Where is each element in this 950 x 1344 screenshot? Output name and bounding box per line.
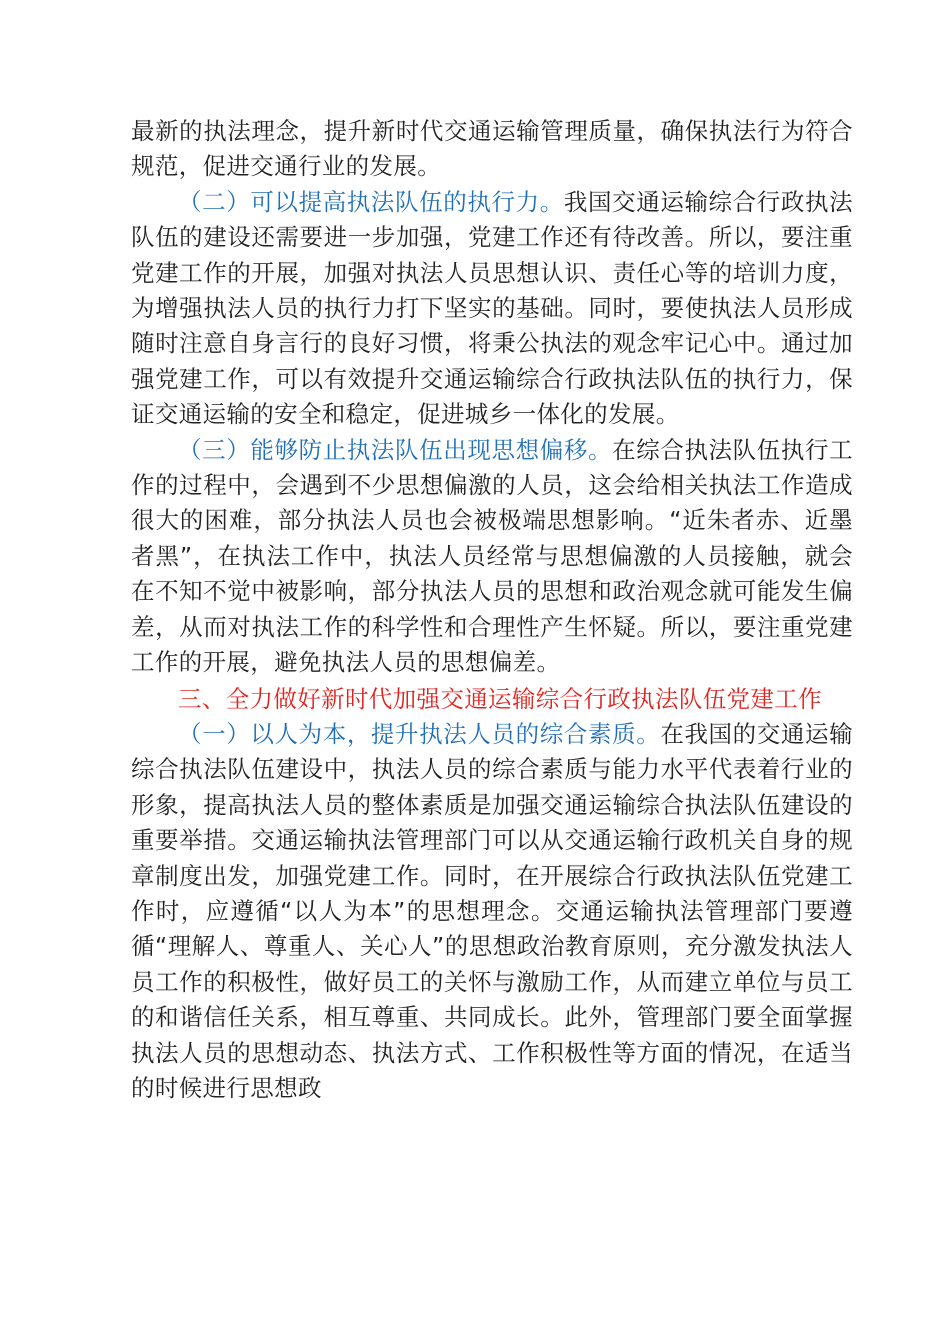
paragraph-people-oriented [131,717,853,1106]
paragraph-prevent-ideological-drift [131,433,853,681]
sub-heading: （一）以人为本，提升执法人员的综合素质。 [178,719,661,748]
paragraph-text: 在我国的交通运输综合执法队伍建设中，执法人员的综合素质与能力水平代表着行业的形象，提高执法人员的整体素质是加强交通运输综合执法队伍建设的重要举措。交通运输执法管理部门可以从交通运输行政机关自身的规章制度出发，加强党建工作。同时，在开展综合行政执法队伍党建工作时，应遵循“以人为本”的思想理念。交通运输执法管理部门要遵循“理解人、尊重人、关心人”的思想政治教育原则，充分激发执法人员工作的积极性，做好员工的关怀与激励工作，从而建立单位与员工的和谐信任关系，相互尊重、共同成长。此外，管理部门要全面掌握执法人员的思想动态、执法方式、工作积极性等方面的情况，在适当的时候进行思想政 [131,719,853,1102]
paragraph-text: 我国交通运输综合行政执法队伍的建设还需要进一步加强，党建工作还有待改善。所以，要注重党建工作的开展，加强对执法人员思想认识、责任心等的培训力度，为增强执法人员的执行力打下坚实的基础。同时，要使执法人员形成随时注意自身言行的良好习惯，将秉公执法的观念牢记心中。通过加强党建工作，可以有效提升交通运输综合行政执法队伍的执行力，保证交通运输的安全和稳定，促进城乡一体化的发展。 [131,187,853,429]
paragraph-continued [131,114,853,185]
sub-heading: （二）可以提高执法队伍的执行力。 [178,187,564,216]
section-heading: 三、全力做好新时代加强交通运输综合行政执法队伍党建工作 [178,684,822,713]
paragraph-text: 最新的执法理念，提升新时代交通运输管理质量，确保执法行为符合规范，促进交通行业的发展。 [131,117,853,181]
paragraph-text: 在综合执法队伍执行工作的过程中，会遇到不少思想偏激的人员，这会给相关执法工作造成很大的困难，部分执法人员也会被极端思想影响。“近朱者赤、近墨者黑”，在执法工作中，执法人员经常与思想偏激的人员接触，就会在不知不觉中被影响，部分执法人员的思想和政治观念就可能发生偏差，从而对执法工作的科学性和合理性产生怀疑。所以，要注重党建工作的开展，避免执法人员的思想偏差。 [131,435,853,677]
document-body [131,114,853,1106]
sub-heading: （三）能够防止执法队伍出现思想偏移。 [178,435,613,464]
paragraph-execution-capacity [131,185,853,433]
